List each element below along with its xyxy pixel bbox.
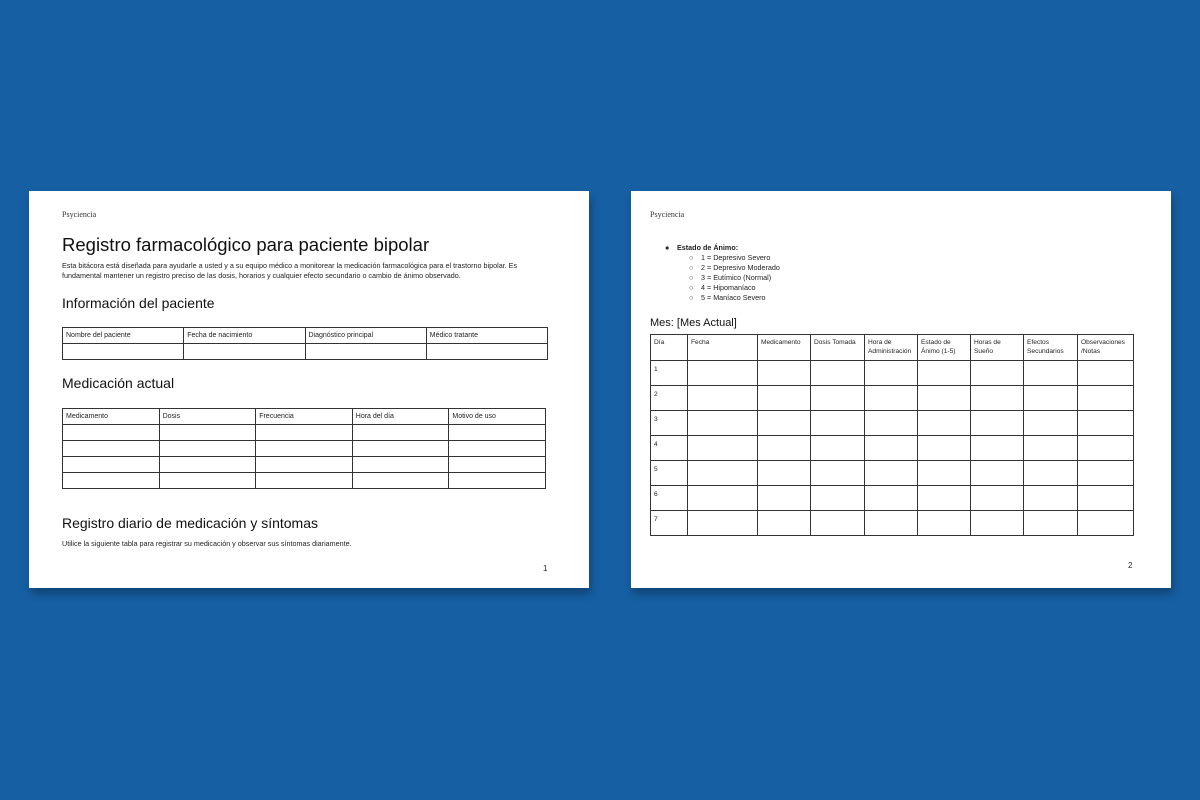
table-cell[interactable] xyxy=(971,436,1024,461)
table-header-row xyxy=(63,328,548,344)
header-cell: Frecuencia xyxy=(256,409,353,425)
table-cell[interactable] xyxy=(971,486,1024,511)
circle-bullet-icon: ○ xyxy=(689,263,694,272)
table-row xyxy=(63,425,546,441)
document-page-2 xyxy=(631,191,1171,588)
table-cell[interactable] xyxy=(688,486,758,511)
table-cell[interactable] xyxy=(918,486,971,511)
header-cell: Efectos Secundarios xyxy=(1024,335,1078,361)
bullet-icon: ● xyxy=(665,243,670,252)
table-cell[interactable] xyxy=(758,436,811,461)
table-cell[interactable] xyxy=(865,361,918,386)
table-cell[interactable] xyxy=(811,361,865,386)
meds-section-title: Medicación actual xyxy=(62,375,175,391)
list-item xyxy=(665,263,780,273)
table-cell[interactable] xyxy=(159,425,256,441)
daily-log-table xyxy=(650,334,1134,536)
table-cell[interactable] xyxy=(918,361,971,386)
table-cell[interactable] xyxy=(971,361,1024,386)
header-cell: Hora de Administración xyxy=(865,335,918,361)
mood-scale-label: Estado de Ánimo: xyxy=(677,243,739,252)
daily-log-section-title: Registro diario de medicación y síntomas xyxy=(62,515,319,531)
table-cell[interactable] xyxy=(971,511,1024,536)
mood-scale-item: 1 = Depresivo Severo xyxy=(701,253,771,262)
table-cell[interactable] xyxy=(918,511,971,536)
table-cell[interactable] xyxy=(811,386,865,411)
table-cell[interactable] xyxy=(811,411,865,436)
table-cell[interactable] xyxy=(865,386,918,411)
day-cell: 7 xyxy=(651,511,688,536)
table-cell[interactable] xyxy=(918,436,971,461)
table-cell[interactable] xyxy=(758,361,811,386)
circle-bullet-icon: ○ xyxy=(689,253,694,262)
table-cell[interactable] xyxy=(865,411,918,436)
table-cell[interactable] xyxy=(688,461,758,486)
table-cell[interactable] xyxy=(811,436,865,461)
table-cell[interactable] xyxy=(159,473,256,489)
circle-bullet-icon: ○ xyxy=(689,283,694,292)
table-row xyxy=(63,344,548,360)
table-cell[interactable] xyxy=(184,344,305,360)
table-cell[interactable] xyxy=(449,457,546,473)
day-cell: 1 xyxy=(651,361,688,386)
table-cell[interactable] xyxy=(63,473,160,489)
table-cell[interactable] xyxy=(918,461,971,486)
month-label: Mes: [Mes Actual] xyxy=(650,317,737,329)
table-header-row xyxy=(63,409,546,425)
table-cell[interactable] xyxy=(811,486,865,511)
brand-label: Psyciencia xyxy=(650,210,685,219)
brand-label: Psyciencia xyxy=(62,210,97,219)
list-item xyxy=(665,253,780,263)
table-row xyxy=(651,386,1134,411)
table-row xyxy=(651,511,1134,536)
current-meds-table xyxy=(62,408,546,489)
table-cell[interactable] xyxy=(1078,411,1134,436)
table-cell[interactable] xyxy=(971,461,1024,486)
table-cell[interactable] xyxy=(1078,386,1134,411)
table-cell[interactable] xyxy=(971,386,1024,411)
table-cell[interactable] xyxy=(1078,461,1134,486)
table-cell[interactable] xyxy=(865,436,918,461)
day-cell: 3 xyxy=(651,411,688,436)
header-cell: Observaciones /Notas xyxy=(1078,335,1134,361)
table-row xyxy=(651,411,1134,436)
table-cell[interactable] xyxy=(63,425,160,441)
table-cell[interactable] xyxy=(449,473,546,489)
table-cell[interactable] xyxy=(352,425,449,441)
day-cell: 5 xyxy=(651,461,688,486)
table-row xyxy=(63,441,546,457)
table-cell[interactable] xyxy=(688,436,758,461)
table-cell[interactable] xyxy=(426,344,547,360)
header-cell: Medicamento xyxy=(63,409,160,425)
table-cell[interactable] xyxy=(758,411,811,436)
table-row xyxy=(63,457,546,473)
table-cell[interactable] xyxy=(811,461,865,486)
circle-bullet-icon: ○ xyxy=(689,273,694,282)
table-cell[interactable] xyxy=(1078,486,1134,511)
table-cell[interactable] xyxy=(352,441,449,457)
table-cell[interactable] xyxy=(1024,411,1078,436)
table-cell[interactable] xyxy=(352,457,449,473)
table-cell[interactable] xyxy=(352,473,449,489)
table-cell[interactable] xyxy=(865,486,918,511)
table-row xyxy=(651,361,1134,386)
table-cell[interactable] xyxy=(63,344,184,360)
table-cell[interactable] xyxy=(449,441,546,457)
page-number: 1 xyxy=(543,564,548,573)
day-cell: 4 xyxy=(651,436,688,461)
mood-scale-title xyxy=(665,243,780,253)
table-row xyxy=(651,486,1134,511)
table-cell[interactable] xyxy=(758,461,811,486)
header-cell: Dosis Tomada xyxy=(811,335,865,361)
table-row xyxy=(651,436,1134,461)
header-cell: Fecha de nacimiento xyxy=(184,328,305,344)
table-cell[interactable] xyxy=(758,386,811,411)
table-cell[interactable] xyxy=(1024,511,1078,536)
day-cell: 6 xyxy=(651,486,688,511)
table-cell[interactable] xyxy=(256,441,353,457)
table-cell[interactable] xyxy=(1024,436,1078,461)
header-cell: Diagnóstico principal xyxy=(305,328,426,344)
table-cell[interactable] xyxy=(971,411,1024,436)
daily-log-instructions: Utilice la siguiente tabla para registrar su medicación y observar sus síntomas diariamente. xyxy=(62,539,352,548)
page-number: 2 xyxy=(1128,561,1133,570)
mood-scale-item: 3 = Eutímico (Normal) xyxy=(701,273,772,282)
header-cell: Horas de Sueño xyxy=(971,335,1024,361)
table-cell[interactable] xyxy=(1078,511,1134,536)
document-title: Registro farmacológico para paciente bipolar xyxy=(62,234,430,255)
list-item xyxy=(665,293,780,303)
intro-paragraph: Esta bitácora está diseñada para ayudarle a usted y a su equipo médico a monitorear la medicación farmacológica para el trastorno bipolar. Es fundamental mantener un registro preciso de las dosis, horarios y cualquier efecto secundario o cambio de ánimo observado. xyxy=(62,261,518,280)
day-cell: 2 xyxy=(651,386,688,411)
table-cell[interactable] xyxy=(688,361,758,386)
header-cell: Estado de Ánimo (1-5) xyxy=(918,335,971,361)
table-cell[interactable] xyxy=(63,457,160,473)
table-cell[interactable] xyxy=(256,457,353,473)
table-cell[interactable] xyxy=(811,511,865,536)
mood-scale-item: 4 = Hipomaníaco xyxy=(701,283,756,292)
table-cell[interactable] xyxy=(865,461,918,486)
table-cell[interactable] xyxy=(1024,386,1078,411)
table-cell[interactable] xyxy=(1024,486,1078,511)
mood-scale-list xyxy=(665,253,780,303)
header-cell: Dosis xyxy=(159,409,256,425)
table-cell[interactable] xyxy=(758,486,811,511)
table-cell[interactable] xyxy=(256,425,353,441)
table-cell[interactable] xyxy=(1078,361,1134,386)
table-cell[interactable] xyxy=(159,441,256,457)
header-cell: Medicamento xyxy=(758,335,811,361)
table-cell[interactable] xyxy=(1078,436,1134,461)
header-cell: Día xyxy=(651,335,688,361)
table-cell[interactable] xyxy=(865,511,918,536)
table-cell[interactable] xyxy=(688,511,758,536)
list-item xyxy=(665,283,780,293)
mood-scale-item: 2 = Depresivo Moderado xyxy=(701,263,780,272)
header-cell: Motivo de uso xyxy=(449,409,546,425)
table-row xyxy=(651,461,1134,486)
table-cell[interactable] xyxy=(63,441,160,457)
table-cell[interactable] xyxy=(688,411,758,436)
header-cell: Médico tratante xyxy=(426,328,547,344)
patient-info-table xyxy=(62,327,548,360)
mood-scale-legend xyxy=(665,243,780,303)
table-header-row xyxy=(651,335,1134,361)
header-cell: Hora del día xyxy=(352,409,449,425)
table-cell[interactable] xyxy=(918,411,971,436)
table-row xyxy=(63,473,546,489)
header-cell: Nombre del paciente xyxy=(63,328,184,344)
table-cell[interactable] xyxy=(918,386,971,411)
document-page-1 xyxy=(29,191,589,588)
table-cell[interactable] xyxy=(256,473,353,489)
header-cell: Fecha xyxy=(688,335,758,361)
table-cell[interactable] xyxy=(1024,461,1078,486)
table-cell[interactable] xyxy=(159,457,256,473)
list-item xyxy=(665,273,780,283)
table-cell[interactable] xyxy=(449,425,546,441)
table-cell[interactable] xyxy=(758,511,811,536)
circle-bullet-icon: ○ xyxy=(689,293,694,302)
table-cell[interactable] xyxy=(1024,361,1078,386)
mood-scale-item: 5 = Maníaco Severo xyxy=(701,293,766,302)
table-cell[interactable] xyxy=(688,386,758,411)
table-cell[interactable] xyxy=(305,344,426,360)
patient-section-title: Información del paciente xyxy=(62,295,215,311)
